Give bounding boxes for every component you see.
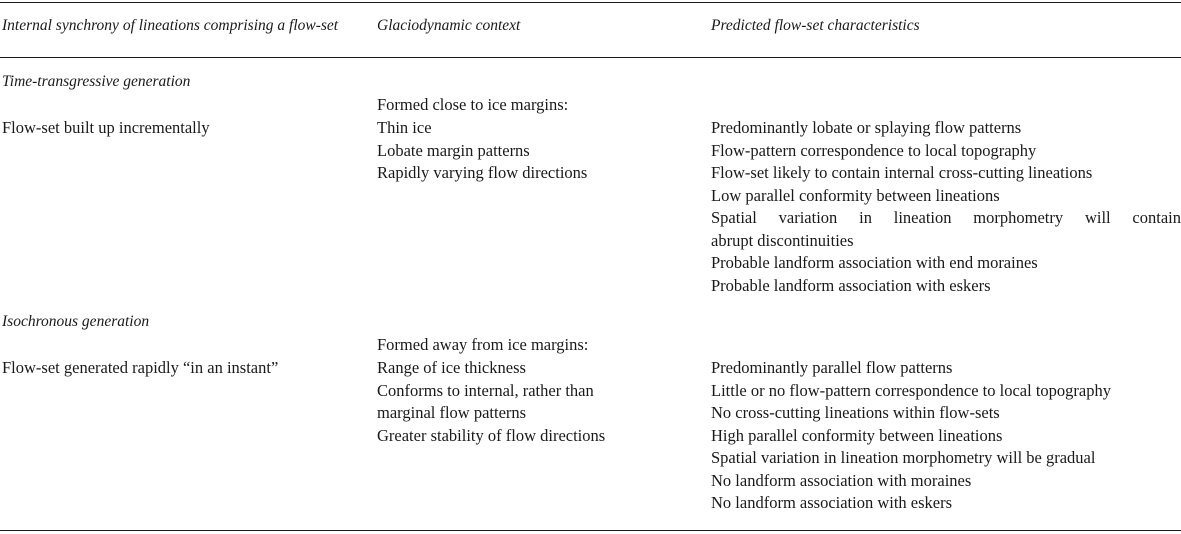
characteristic-item: Flow-set likely to contain internal cross-cutting lineations xyxy=(711,163,1093,182)
context-item: Lobate margin patterns xyxy=(377,140,530,160)
header-characteristics: Predicted flow-set characteristics xyxy=(711,17,920,34)
characteristic-item: High parallel conformity between lineations xyxy=(711,425,1003,445)
header-synchrony: Internal synchrony of lineations comprising a flow-set xyxy=(2,17,339,34)
characteristic-item: No cross-cutting lineations within flow-sets xyxy=(711,403,1000,422)
section-title-time-transgressive: Time-transgressive generation xyxy=(2,73,191,90)
section-title-isochronous: Isochronous generation xyxy=(2,313,150,330)
characteristic-item: No landform association with eskers xyxy=(711,493,953,512)
context-item: Range of ice thickness xyxy=(377,358,526,377)
characteristic-item: Low parallel conformity between lineations xyxy=(711,185,1000,205)
characteristic-item: abrupt discontinuities xyxy=(711,230,854,250)
synchrony-instant: Flow-set generated rapidly “in an instant” xyxy=(2,358,279,377)
synchrony-incremental: Flow-set built up incrementally xyxy=(2,118,210,137)
characteristic-item: Little or no flow-pattern correspondence to local topography xyxy=(711,380,1111,400)
top-rule xyxy=(0,2,1181,3)
characteristic-item: Predominantly lobate or splaying flow patterns xyxy=(711,118,1022,137)
context-heading-margins: Formed close to ice margins: xyxy=(377,95,569,114)
header-context: Glaciodynamic context xyxy=(377,17,521,34)
context-item: Thin ice xyxy=(377,118,432,137)
context-heading-away: Formed away from ice margins: xyxy=(377,335,589,354)
context-item: Greater stability of flow directions xyxy=(377,425,606,445)
characteristic-item: No landform association with moraines xyxy=(711,470,972,490)
context-item: marginal flow patterns xyxy=(377,403,527,422)
context-item: Conforms to internal, rather than xyxy=(377,380,594,400)
characteristic-item: Spatial variation in lineation morphometry will be gradual xyxy=(711,448,1096,467)
characteristics-list-isochronous xyxy=(711,357,1181,515)
characteristic-item: Predominantly parallel flow patterns xyxy=(711,358,953,377)
characteristic-item: Spatial variation in lineation morphometry will contain xyxy=(711,208,1181,227)
characteristic-item: Probable landform association with end moraines xyxy=(711,253,1038,272)
characteristics-list-time-transgressive xyxy=(711,117,1181,297)
characteristic-item: Flow-pattern correspondence to local topography xyxy=(711,140,1037,160)
bottom-rule xyxy=(0,530,1181,531)
characteristic-item: Probable landform association with eskers xyxy=(711,275,991,295)
context-item: Rapidly varying flow directions xyxy=(377,163,588,182)
context-list-margins xyxy=(377,117,587,185)
context-list-away xyxy=(377,357,605,447)
header-rule xyxy=(0,57,1181,58)
